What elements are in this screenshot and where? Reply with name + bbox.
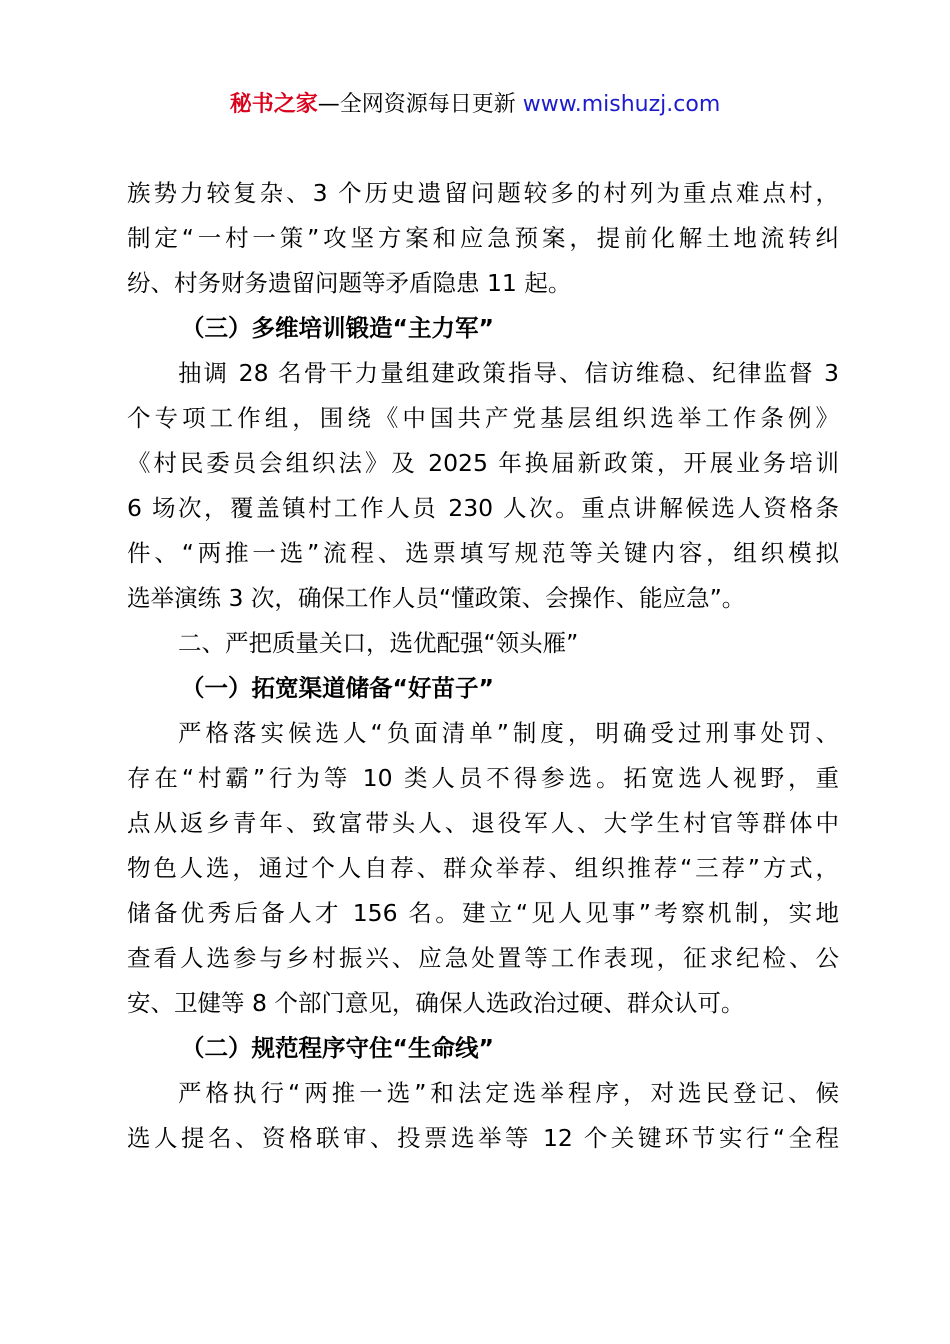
paragraph-line: 个专项工作组，围绕《中国共产党基层组织选举工作条例》 [127,404,839,432]
paragraph-line: 严格落实候选人“负面清单”制度，明确受过刑事处罚、 [178,719,839,747]
watermark-header [0,88,950,122]
paragraph-line: 纷、村务财务遗留问题等矛盾隐患 11 起。 [127,269,572,297]
paragraph-line: 选人提名、资格联审、投票选举等 12 个关键环节实行“全程 [127,1124,839,1152]
section-heading: 二、严把质量关口，选优配强“领头雁” [178,629,579,657]
paragraph-line: 抽调 28 名骨干力量组建政策指导、信访维稳、纪律监督 3 [178,359,839,387]
paragraph-line: 制定“一村一策”攻坚方案和应急预案，提前化解土地流转纠 [127,224,839,252]
paragraph-line: 物色人选，通过个人自荐、群众举荐、组织推荐“三荐”方式， [127,854,839,882]
paragraph-line: 选举演练 3 次，确保工作人员“懂政策、会操作、能应急”。 [127,584,746,612]
header-url-link[interactable]: www.mishuzj.com [522,92,721,117]
paragraph-line: 点从返乡青年、致富带头人、退役军人、大学生村官等群体中 [127,809,839,837]
paragraph-line: 6 场次，覆盖镇村工作人员 230 人次。重点讲解候选人资格条 [127,494,839,522]
sub-heading: （三）多维培训锻造“主力军” [181,314,494,342]
paragraph-line: 件、“两推一选”流程、选票填写规范等关键内容，组织模拟 [127,539,839,567]
sub-heading: （二）规范程序守住“生命线” [181,1034,494,1062]
paragraph-line: 安、卫健等 8 个部门意见，确保人选政治过硬、群众认可。 [127,989,745,1017]
paragraph-line: 储备优秀后备人才 156 名。建立“见人见事”考察机制，实地 [127,899,839,927]
paragraph-line: 存在“村霸”行为等 10 类人员不得参选。拓宽选人视野，重 [127,764,839,792]
header-brand: 秘书之家 [229,92,318,117]
paragraph-line: 《村民委员会组织法》及 2025 年换届新政策，开展业务培训 [127,449,839,477]
paragraph-line: 查看人选参与乡村振兴、应急处置等工作表现，征求纪检、公 [127,944,839,972]
sub-heading: （一）拓宽渠道储备“好苗子” [181,674,494,702]
document-body [127,171,839,1161]
paragraph-line: 严格执行“两推一选”和法定选举程序，对选民登记、候 [178,1079,839,1107]
paragraph-line: 族势力较复杂、3 个历史遗留问题较多的村列为重点难点村， [127,179,839,207]
header-slogan: —全网资源每日更新 [317,92,523,117]
